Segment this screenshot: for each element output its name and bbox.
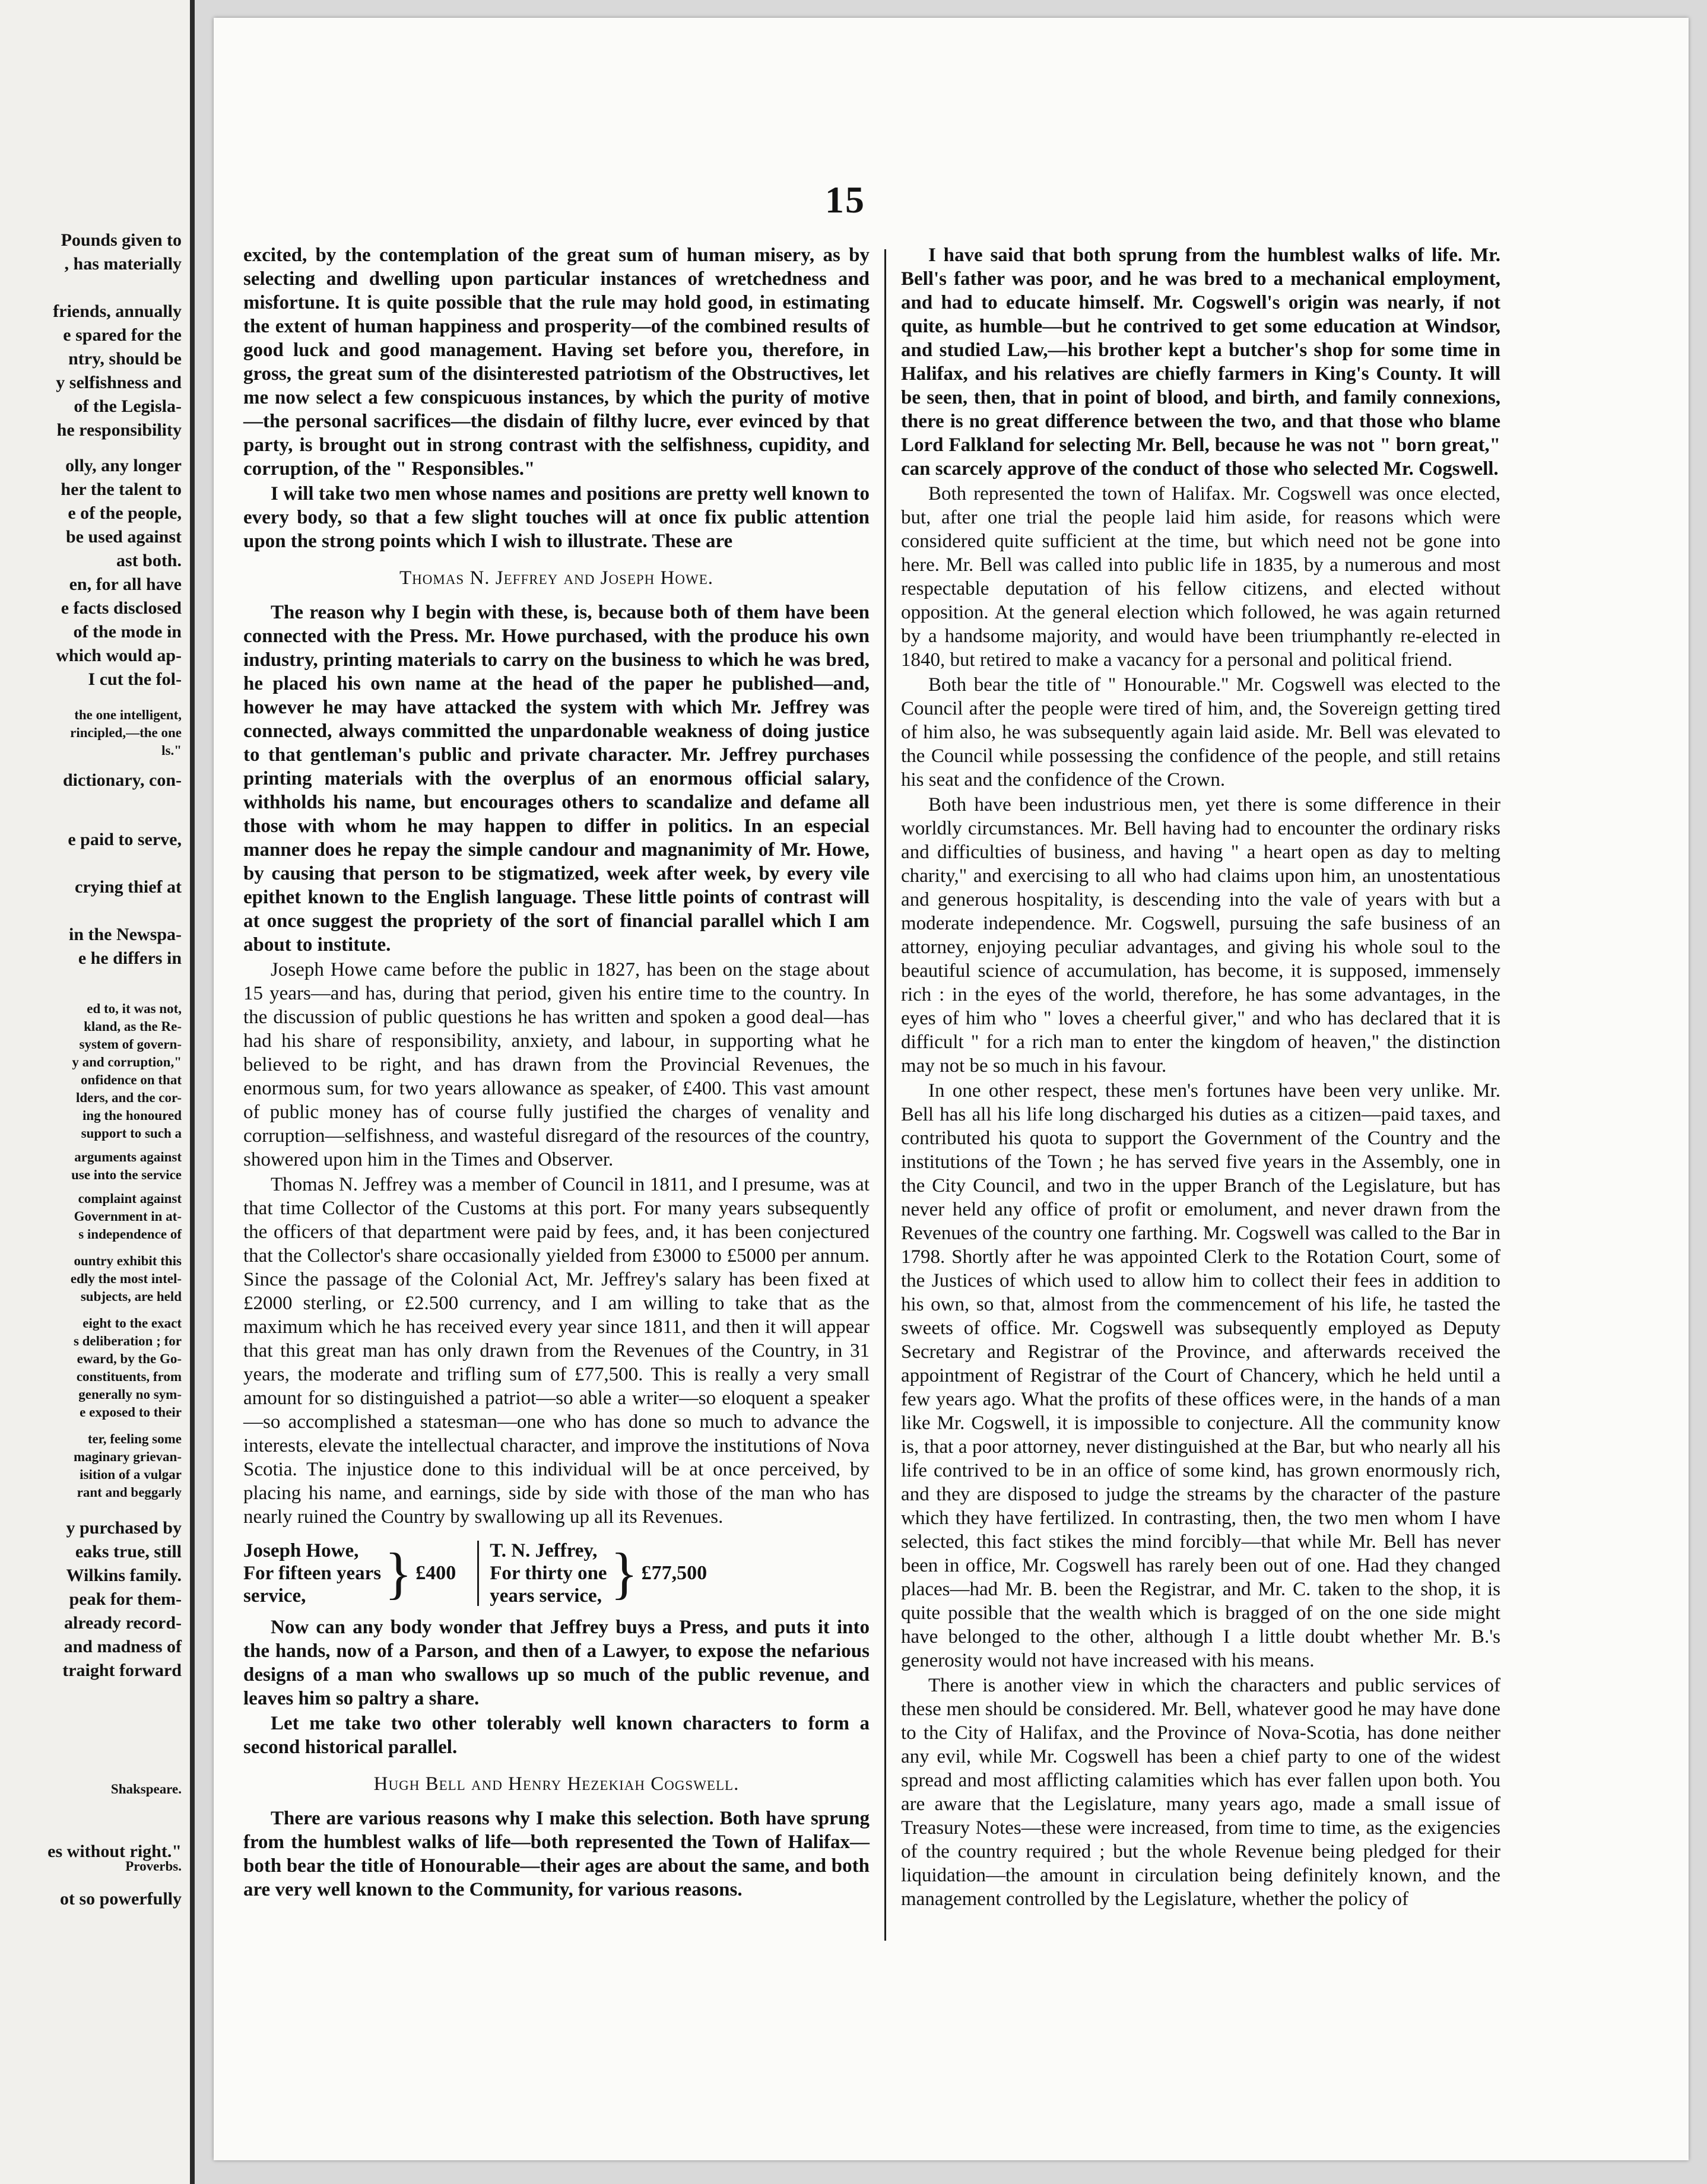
column-rule (884, 249, 886, 1941)
paragraph: Joseph Howe came before the public in 1827, has been on the stage about 15 years—and has, during that period, given his entire time to the country. In the discussion of public questions he has written and spoken a good deal—has had his share of responsibility, anxiety, and labour, in supporting what he believed to be right, and has drawn from the Provincial Revenues, the enormous sum, for two years allowance as speaker, of £400. This vast amount of public money has of course fully justified the charges of venality and corruption—selfishness, and wasteful disregard of the resources of the country, showered upon him in the Times and Observer. (243, 959, 870, 1170)
facing-page-line: friends, annually (53, 301, 182, 321)
facing-page-line: ter, feeling some (87, 1431, 182, 1446)
facing-page-line: y and corruption," (72, 1055, 182, 1069)
paragraph: excited, by the contemplation of the great sum of human misery, as by selecting and dwelling upon particular instances of wretchedness and misfortune. It is quite possible that the rule may hold good, in estimating the extent of human happiness and prosperity—of the combined results of good luck and good management. Having set before you, therefore, in gross, the great sum of the disinterested patriotism of the Obstructives, let me now select a few conspicuous instances, by which the purity of motive—the personal sacrifices—the disdain of filthy lucre, ever evinced by that party, is brought out in strong contrast with the selfishness, cupidity, and corruption, of the " Responsibles." (243, 245, 870, 480)
facing-page-line: ot so powerfully (60, 1889, 182, 1909)
facing-page-line: edly the most intel- (70, 1271, 182, 1286)
facing-page-line: kland, as the Re- (84, 1019, 182, 1034)
paragraph: The reason why I begin with these, is, because both of them have been connected with the Press. Mr. Howe purchased, with the produce his own industry, printing materials to carry on the business to which he was bred, he placed his own name at the head of the paper he published—and, however he may have attacked the system with which Mr. Jeffrey was connected, always committed the unpardonable weakness of doing justice to that gentleman's public and private character. Mr. Jeffrey purchases printing materials with the overplus of an enormous official salary, withholds his name, but encourages others to scandalize and defame all those with whom he may happen to differ in politics. In an especial manner does he repay the simple candour and magnanimity of Mr. Howe, by causing that person to be stigmatized, week after week, by every vile epithet known to the English language. These little points of contrast will at once suggest the propriety of the sort of financial parallel which I am about to institute. (243, 602, 870, 956)
facing-page-line: Pounds given to (61, 230, 182, 250)
brace: } (610, 1541, 638, 1605)
facing-page-line: use into the service (71, 1167, 182, 1182)
paragraph: Both represented the town of Halifax. Mr. Cogswell was once elected, but, after one trial the people laid him aside, for reasons which were considered quite sufficient at the time, but which need not be gone into here. Mr. Bell was called into public life in 1835, by a numerous and most respectable deputation of his fellow citizens, and elected without opposition. At the general election which followed, he was again returned by a handsome majority, and would have been triumphantly re-elected in 1840, but retired to make a vacancy for a personal and political friend. (901, 483, 1500, 671)
facing-page-line: eward, by the Go- (77, 1351, 182, 1366)
facing-page-line: ast both. (116, 551, 182, 570)
facing-page-line: Proverbs. (125, 1859, 182, 1874)
facing-page-line: subjects, are held (80, 1289, 182, 1304)
comparison-amount: £77,500 (641, 1562, 707, 1584)
facing-page-line: en, for all have (69, 574, 182, 594)
facing-page-line: ed to, it was not, (87, 1001, 182, 1016)
facing-page-line: rincipled,—the one (70, 725, 182, 740)
comparison-table (243, 1539, 870, 1607)
facing-page-line: e paid to serve, (68, 830, 182, 849)
facing-page-line: already record- (64, 1613, 182, 1633)
facing-page-line: support to such a (81, 1126, 182, 1141)
facing-page-line: e of the people, (68, 503, 182, 523)
facing-page-line: generally no sym- (78, 1387, 182, 1402)
facing-page-line: peak for them- (69, 1589, 182, 1609)
facing-page-line: eight to the exact (83, 1316, 182, 1331)
comparison-amount: £400 (415, 1562, 456, 1584)
facing-page-line: system of govern- (79, 1037, 182, 1052)
facing-page-line: s deliberation ; for (73, 1334, 182, 1348)
facing-page-line: e he differs in (78, 948, 182, 968)
facing-page-line: lders, and the cor- (75, 1090, 182, 1105)
facing-page-line: he responsibility (56, 420, 182, 440)
facing-page-line: dictionary, con- (63, 770, 182, 790)
facing-page-line: crying thief at (75, 877, 182, 897)
page-number: 15 (825, 179, 865, 221)
facing-page-line: Wilkins family. (66, 1566, 182, 1585)
brace: } (385, 1541, 413, 1605)
facing-page-line: be used against (65, 527, 182, 547)
facing-page-line: Government in at- (74, 1209, 182, 1224)
facing-page-line: Shakspeare. (110, 1782, 182, 1796)
left-column (243, 243, 870, 1903)
facing-page-line: ing the honoured (82, 1108, 182, 1123)
comparison-term: For fifteen years (243, 1563, 382, 1584)
facing-page-fragment (0, 0, 195, 2184)
facing-page-line: which would ap- (56, 646, 182, 665)
comparison-jeffrey (490, 1539, 718, 1607)
section-heading: Hugh Bell and Henry Hezekiah Cogswell. (373, 1773, 740, 1795)
facing-page-line: isition of a vulgar (80, 1467, 182, 1482)
comparison-term: years service, (490, 1585, 602, 1607)
facing-page-line: her the talent to (61, 480, 182, 499)
paragraph: Both have been industrious men, yet there is some difference in their worldly circumstances. Mr. Bell having had to encounter the ordinary risks and difficulties of business, and having " a heart open as day to melting charity," and exercising to all who had claims upon him, an unostentatious and generous hospitality, is descending into the vale of years with but a moderate independence. Mr. Cogswell, pursuing the safe business of an attorney, enjoying peculiar advantages, and giving his whole soul to the beautiful science of accumulation, has become, it is supposed, immensely rich : in the eyes of the world, therefore, he has some advantages, in the eyes of him who " loves a cheerful giver," and who has declared that it is difficult " for a rich man to enter the kingdom of heaven," the distinction may not be so much in his favour. (901, 794, 1500, 1077)
comparison-name: Joseph Howe, (243, 1540, 359, 1561)
facing-page-line: and madness of (64, 1637, 182, 1656)
facing-page-line: , has materially (64, 254, 182, 274)
facing-page-line: e facts disclosed (61, 598, 182, 618)
facing-page-line: arguments against (74, 1150, 182, 1164)
facing-page-line: traight forward (62, 1661, 182, 1680)
right-column (901, 243, 1500, 1912)
paragraph: Both bear the title of " Honourable." Mr. Cogswell was elected to the Council after the people were tired of him, and, the Sovereign getting tired of him also, he was subsequently again laid aside. Mr. Bell was elevated to the Council while possessing the confidence of the people, and still retains his seat and the confidence of the Crown. (901, 674, 1500, 791)
facing-page-line: the one intelligent, (74, 707, 182, 722)
facing-page-line: ountry exhibit this (74, 1253, 182, 1268)
facing-page-line: complaint against (78, 1191, 182, 1206)
comparison-name: T. N. Jeffrey, (490, 1540, 598, 1561)
facing-page-line: maginary grievan- (73, 1449, 182, 1464)
section-heading: Thomas N. Jeffrey and Joseph Howe. (399, 567, 713, 589)
paragraph: I will take two men whose names and positions are pretty well known to every body, so that a few slight touches will at once fix public attention upon the strong points which I wish to illustrate. These are (243, 483, 870, 552)
paragraph: Now can any body wonder that Jeffrey buys a Press, and puts it into the hands, now of a Parson, and then of a Lawyer, to expose the nefarious designs of a man who swallows up so much of the public revenue, and leaves him so paltry a share. (243, 1617, 870, 1709)
comparison-divider (477, 1541, 479, 1606)
comparison-term: For thirty one (490, 1563, 607, 1584)
paragraph: In one other respect, these men's fortunes have been very unlike. Mr. Bell has all his life long discharged his duties as a citizen—paid taxes, and contributed his quota to support the Government of the Country and the institutions of the Town ; he has served five years in the Assembly, one in the City Council, and two in the upper Branch of the Legislature, but has never held any office of profit or emolument, and never drawn from the Revenues of the country one farthing. Mr. Cogswell was called to the Bar in 1798. Shortly after he was appointed Clerk to the Rotation Court, some of the Justices of which used to allow him to collect their fees in addition to his own, so that, almost from the commencement of his life, he tasted the sweets of office. Mr. Cogswell was subsequently employed as Deputy Secretary and Registrar of the Province, and afterwards received the appointment of Registrar of the Court of Chancery, which he held until a few years ago. What the profits of these offices were, in the hands of a man like Mr. Cogswell, it is impossible to conjecture. All the community know is, that a poor attorney, never distinguished at the Bar, but who nearly all his life contrived to be in an office of some kind, has grown enormously rich, and they are disposed to judge the streams by the character of the pasture which they have fertilized. In contrasting, then, the two men whom I have selected, this fact stikes the mind forcibly—that while Mr. Bell has never been in office, Mr. Cogswell has rarely been out of one. Had they changed places—had Mr. B. been the Registrar, and Mr. C. taken to the shop, it is quite possible that the wealth which is bragged of on the one side might have belonged to the other, although I a little doubt whether Mr. B.'s generosity would not have increased with his means. (901, 1080, 1500, 1671)
facing-page-line: olly, any longer (65, 456, 182, 475)
facing-page-line: e exposed to their (80, 1405, 182, 1420)
paragraph: Thomas N. Jeffrey was a member of Council in 1811, and I presume, was at that time Collector of the Customs at this port. For many years subsequently the officers of that department were paid by fees, and, it has been conjectured that the Collector's share occasionally yielded from £3000 to £5000 per annum. Since the passage of the Colonial Act, Mr. Jeffrey's salary has been fixed at £2000 sterling, or £2.500 currency, and I am willing to take that as the maximum which he has received every year since 1811, and then it will appear that this great man has only drawn from the Revenues of the Country, in 31 years, the moderate and trifling sum of £77,500. This is really a very small amount for so distinguished a patriot—so able a writer—so eloquent a speaker—so accomplished a statesman—one who has done so much to advance the interests, elevate the intellectual character, and improve the institutions of Nova Scotia. The injustice done to this individual will be at once perceived, by placing his name, and earnings, side by side with those of the man who has nearly ruined the Country by swallowing up all its Revenues. (243, 1174, 870, 1528)
facing-page-line: es without right." (47, 1842, 182, 1861)
facing-page-line: in the Newspa- (68, 925, 182, 944)
facing-page-line: y purchased by (66, 1518, 182, 1538)
paragraph: There is another view in which the characters and public services of these men should be considered. Mr. Bell, whatever good he may have done to the City of Halifax, and the Province of Nova-Scotia, has done neither any evil, while Mr. Cogswell has been a chief party to one of the widest spread and most afflicting calamities which has ever fallen upon both. You are aware that the Legislature, many years ago, made a small issue of Treasury Notes—these were increased, from time to time, as the exigencies of the country required ; but the whole Revenue being pledged for their liquidation—the amount in circulation being definitely known, and the management controlled by the Legislature, whether the policy of (901, 1675, 1500, 1910)
comparison-term: service, (243, 1585, 306, 1607)
paragraph: Let me take two other tolerably well known characters to form a second historical parallel. (243, 1713, 870, 1758)
facing-page-line: of the Legisla- (74, 396, 182, 416)
facing-page-line: y selfishness and (56, 373, 182, 392)
facing-page-line: I cut the fol- (88, 669, 182, 689)
paragraph: There are various reasons why I make this selection. Both have sprung from the humblest walks of life—both represented the Town of Halifax—both bear the title of Honourable—their ages are about the same, and both are very well known to the Community, for various reasons. (243, 1808, 870, 1900)
paragraph: I have said that both sprung from the humblest walks of life. Mr. Bell's father was poor, and he was bred to a mechanical employment, and had to educate himself. Mr. Cogswell's origin was nearly, if not quite, as humble—but he contrived to get some education at Windsor, and studied Law,—his brother kept a butcher's shop for some time in Halifax, and his relatives are chiefly farmers in King's County. It will be seen, then, that in point of blood, and birth, and family connexions, there is no great difference between the two, and that those who blame Lord Falkland for selecting Mr. Bell, because he was not " born great," can scarcely approve of the conduct of those who selected Mr. Cogswell. (901, 245, 1500, 480)
facing-page-line: e spared for the (63, 325, 182, 345)
facing-page-line: onfidence on that (81, 1072, 182, 1087)
facing-page-line: constituents, from (76, 1369, 182, 1384)
facing-page-line: rant and beggarly (77, 1485, 182, 1500)
facing-page-line: eaks true, still (75, 1542, 182, 1561)
facing-page-line: s independence of (78, 1227, 182, 1242)
facing-page-line: ntry, should be (68, 349, 182, 369)
facing-page-line: ls." (161, 743, 182, 758)
facing-page-line: of the mode in (73, 622, 182, 642)
comparison-howe (243, 1539, 467, 1607)
